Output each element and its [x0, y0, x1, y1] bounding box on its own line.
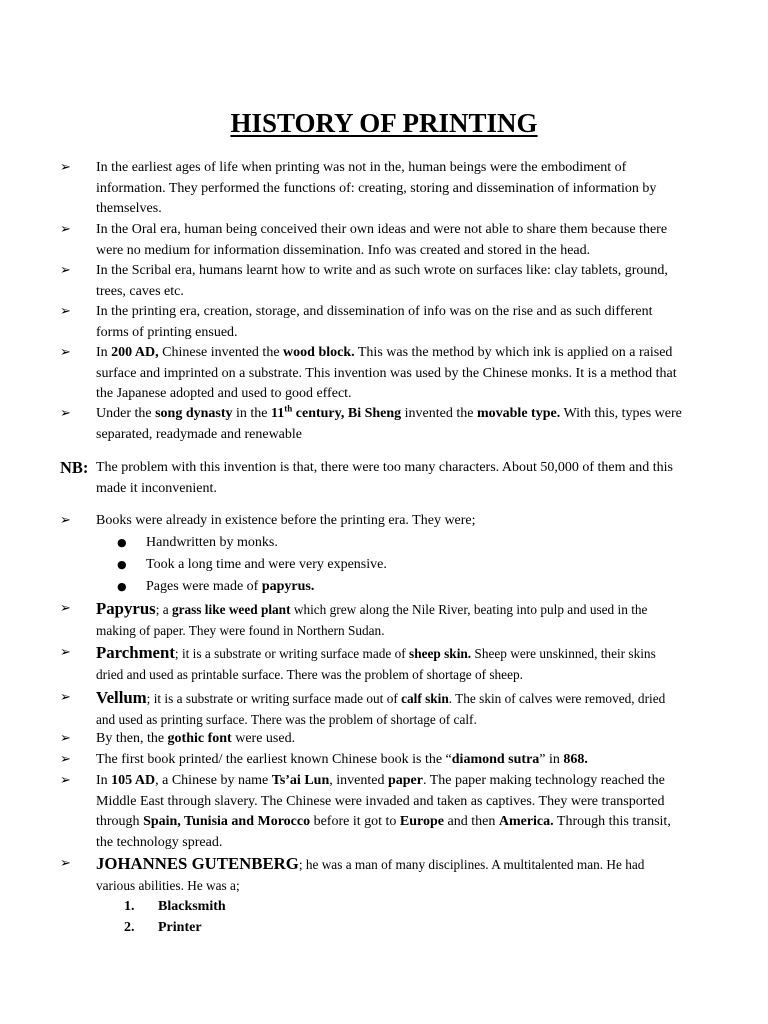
text-run: which grew along the Nile River, beating into pulp and used in the making of paper. They were found in Northern Sudan. — [96, 602, 648, 638]
note-block — [0, 458, 768, 499]
text-run: With this, types were separated, readymade and renewable — [96, 406, 682, 442]
text-run: and then — [444, 814, 499, 829]
bold-text: grass like weed plant — [171, 602, 291, 617]
bold-text: century, Bi Sheng — [292, 406, 402, 421]
arrow-bullet-icon: ➢ — [60, 160, 71, 175]
term-heading: Parchment — [96, 643, 175, 662]
list-item — [0, 511, 768, 532]
paragraph — [96, 688, 684, 730]
page-title: HISTORY OF PRINTING — [230, 108, 538, 138]
paragraph: Books were already in existence before the printing era. They were; — [96, 513, 476, 528]
list-item — [0, 343, 768, 405]
sub-item-text — [146, 577, 314, 598]
bold-text: Ts’ai Lun — [271, 773, 330, 788]
dot-bullet-icon: ● — [117, 558, 127, 571]
arrow-bullet-icon: ➢ — [60, 601, 71, 616]
sub-item-text: Handwritten by monks. — [146, 535, 278, 550]
text-run: invented the — [401, 406, 477, 421]
paragraph: In the printing era, creation, storage, and dissemination of info was on the rise and as such different forms of printing ensued. — [96, 304, 653, 340]
list-item — [0, 261, 768, 302]
term-heading: JOHANNES GUTENBERG — [96, 854, 299, 873]
bold-text: song dynasty — [155, 406, 233, 421]
item-number: 1. — [124, 899, 135, 914]
paragraph — [96, 343, 684, 405]
item-number: 2. — [124, 920, 135, 935]
arrow-bullet-icon: ➢ — [60, 856, 71, 871]
text-run: ; it is a substrate or writing surface made out of — [146, 691, 402, 706]
arrow-bullet-icon: ➢ — [60, 645, 71, 660]
item-label: Printer — [158, 920, 202, 935]
arrow-bullet-icon: ➢ — [60, 263, 71, 278]
text-run: , a Chinese by name — [155, 773, 272, 788]
text-run: Under the — [96, 406, 156, 421]
paragraph — [96, 404, 684, 445]
bold-text: Spain, Tunisia and Morocco — [143, 814, 311, 829]
list-item — [0, 158, 768, 220]
bold-text: diamond sutra — [451, 752, 540, 767]
arrow-bullet-icon: ➢ — [60, 731, 71, 746]
list-item — [0, 599, 768, 641]
sub-item-text: Took a long time and were very expensive. — [146, 557, 387, 572]
note-label: NB: — [60, 458, 89, 477]
text-run: The first book printed/ the earliest known Chinese book is the “ — [96, 752, 452, 767]
text-run: in the — [232, 406, 272, 421]
text-run: , invented — [329, 773, 388, 788]
text-run: before it got to — [310, 814, 400, 829]
bold-text: papyrus. — [261, 579, 315, 594]
text-run: In — [96, 773, 112, 788]
list-item — [0, 771, 768, 853]
arrow-bullet-icon: ➢ — [60, 345, 71, 360]
bold-text: calf skin — [401, 691, 449, 706]
bold-text: 200 AD, — [111, 345, 159, 360]
list-item — [0, 643, 768, 685]
list-item — [0, 750, 768, 771]
superscript: th — [284, 403, 293, 414]
bold-text: gothic font — [167, 731, 232, 746]
list-item — [0, 302, 768, 343]
list-item — [0, 854, 768, 896]
paragraph — [96, 729, 684, 750]
arrow-bullet-icon: ➢ — [60, 773, 71, 788]
paragraph — [96, 599, 684, 641]
paragraph — [96, 771, 684, 853]
paragraph — [96, 750, 684, 771]
paragraph: In the Oral era, human being conceived their own ideas and were not able to share them because there were no medium for information dissemination. Info was created and stored in the head. — [96, 222, 668, 258]
text-run: Sheep were unskinned, their skins dried and used as printable surface. There was the problem of shortage of sheep. — [96, 646, 656, 682]
item-label: Blacksmith — [158, 899, 226, 914]
bold-text: 868. — [563, 752, 588, 767]
arrow-bullet-icon: ➢ — [60, 304, 71, 319]
term-heading: Vellum — [96, 688, 147, 707]
bold-text: movable type. — [476, 406, 561, 421]
list-item — [0, 729, 768, 750]
list-item — [0, 688, 768, 730]
paragraph — [96, 643, 684, 685]
text-run: ” in — [539, 752, 564, 767]
bold-text: Europe — [399, 814, 444, 829]
text-run: Chinese invented the — [158, 345, 284, 360]
arrow-bullet-icon: ➢ — [60, 513, 71, 528]
text-run: Through this transit, the technology spread. — [96, 814, 671, 850]
arrow-bullet-icon: ➢ — [60, 222, 71, 237]
text-run: ; a — [155, 602, 172, 617]
text-run: . The skin of calves were removed, dried and used as printing surface. There was the problem of shortage of calf. — [96, 691, 666, 727]
text-run: ; he was a man of many disciplines. A multitalented man. He had various abilities. He was a; — [96, 857, 645, 893]
bold-text: paper — [387, 773, 423, 788]
bold-text: 105 AD — [111, 773, 156, 788]
dot-bullet-icon: ● — [117, 580, 127, 593]
text-run: . The paper making technology reached the Middle East through slavery. The Chinese were invaded and taken as captives. They were transported through — [96, 773, 665, 829]
text-run: By then, the — [96, 731, 168, 746]
text-run: were used. — [231, 731, 296, 746]
paragraph: The problem with this invention is that, there were too many characters. About 50,000 of them and this made it inconvenient. — [96, 460, 673, 496]
arrow-bullet-icon: ➢ — [60, 406, 71, 421]
term-heading: Papyrus — [96, 599, 156, 618]
text-run: ; it is a substrate or writing surface made of — [174, 646, 410, 661]
text-run: This was the method by which ink is applied on a raised surface and imprinted on a substrate. This invention was used by the Chinese monks. It is a method that the Japanese adopted and used to good effect. — [96, 345, 677, 401]
paragraph — [96, 854, 684, 896]
list-item — [0, 404, 768, 445]
dot-bullet-icon: ● — [117, 536, 127, 549]
bold-text: 11 — [271, 406, 285, 421]
bold-text: sheep skin. — [409, 646, 472, 661]
paragraph: In the Scribal era, humans learnt how to write and as such wrote on surfaces like: clay tablets, ground, trees, caves etc. — [96, 263, 668, 299]
arrow-bullet-icon: ➢ — [60, 752, 71, 767]
arrow-bullet-icon: ➢ — [60, 690, 71, 705]
bold-text: America. — [498, 814, 554, 829]
text-run: Pages were made of — [146, 579, 262, 594]
paragraph: In the earliest ages of life when printing was not in the, human beings were the embodiment of information. They performed the functions of: creating, storing and dissemination of information by themselves. — [96, 160, 657, 216]
list-item — [0, 220, 768, 261]
text-run: In — [96, 345, 112, 360]
bold-text: wood block. — [283, 345, 355, 360]
